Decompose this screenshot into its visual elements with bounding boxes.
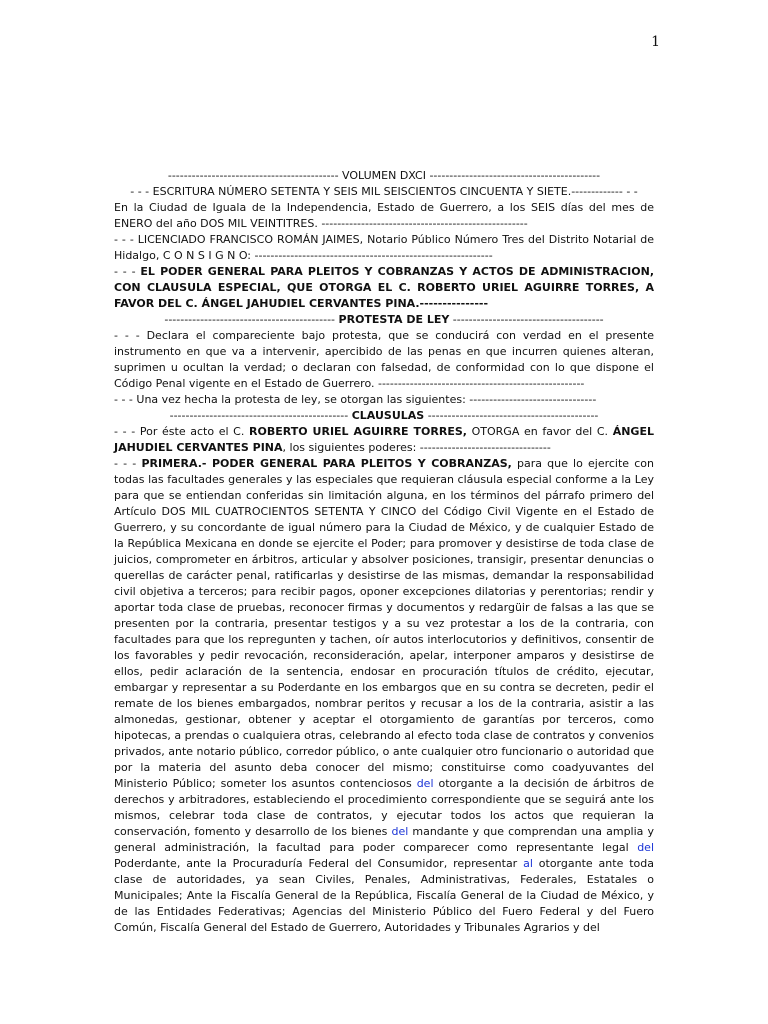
highlight-del-2: del — [391, 825, 409, 838]
power-title: EL PODER GENERAL PARA PLEITOS Y COBRANZAS Y ACTOS DE ADMINISTRACION, CON CLAUSULA ESPECIAL, QUE OTORGA EL C. ROBERTO URIEL AGUIRRE TORRES, A FAVOR DEL C. ÁNGEL JAHUDIEL CERVANTES PINA.--------------- — [114, 265, 654, 310]
first-clause-paragraph — [114, 456, 654, 936]
grant-text-2: OTORGA en favor del C. — [466, 425, 613, 438]
dash-left: --------------------------------------------- — [169, 409, 352, 422]
clause-text-5: otorgante ante toda clase de autoridades, ya sean Civiles, Penales, Administrativas, Federales, Estatales o Municipales; Ante la Fiscalía General de la República, Fiscalía General de la Ciudad de México, y de las Entidades Federativas; Agencias del Ministerio Público del Fuero Federal y del Fuero Común, Fiscalía General del Estado de Guerrero, Autoridades y Tribunales Agrarios y del — [114, 857, 654, 934]
clause-text-4: Poderdante, ante la Procuraduría Federal del Consumidor, representar — [114, 857, 524, 870]
clausulas-title: CLAUSULAS — [351, 409, 425, 422]
first-clause-title: PRIMERA.- PODER GENERAL PARA PLEITOS Y COBRANZAS, — [141, 457, 512, 470]
dash-prefix: - - - — [114, 265, 141, 278]
grantee-name: ÁNGEL JAHUDIEL CERVANTES PINA — [114, 425, 654, 454]
highlight-del-3: del — [637, 841, 654, 854]
protesta-title: PROTESTA DE LEY — [338, 313, 450, 326]
power-title-paragraph — [114, 264, 654, 312]
dash-right: ------------------------------------------- — [424, 409, 599, 422]
clause-text-2: otorgante a la decisión de árbitros de derechos y arbitradores, estableciendo el procedimiento correspondiente que se seguirá ante los mismos, celebrar toda clase de contratos, y ejecutar todos los actos que requieran la conservación, fomento y desarrollo de los bienes — [114, 777, 655, 838]
grant-text-1: - - - Por éste acto el C. — [114, 425, 250, 438]
page-number: 1 — [651, 34, 660, 50]
dash-prefix: - - - — [114, 457, 142, 470]
notary-paragraph: - - - LICENCIADO FRANCISCO ROMÁN JAIMES, Notario Público Número Tres del Distrito Notarial de Hidalgo, C O N S I G N O: ------------------------------------------------------------ — [114, 233, 654, 262]
grant-paragraph — [114, 424, 654, 456]
deed-document — [114, 168, 654, 936]
volume-heading: ------------------------------------------- VOLUMEN DXCI ------------------------------------------- — [167, 169, 601, 182]
clausulas-heading — [114, 408, 654, 424]
dash-right: -------------------------------------- — [449, 313, 604, 326]
clause-text-3: mandante y que comprendan una amplia y general administración, la facultad para poder comparecer como representante legal — [114, 825, 655, 854]
protesta-heading — [114, 312, 654, 328]
place-date-paragraph: En la Ciudad de Iguala de la Independencia, Estado de Guerrero, a los SEIS días del mes de ENERO del año DOS MIL VEINTITRES. ---------------------------------------------------- — [114, 201, 654, 230]
grantor-name: ROBERTO URIEL AGUIRRE TORRES, — [249, 425, 467, 438]
protest-done-paragraph: - - - Una vez hecha la protesta de ley, se otorgan las siguientes: -------------------------------- — [114, 393, 597, 406]
clause-text-1: para que lo ejercite con todas las facultades generales y las especiales que requieran cláusula especial conforme a la Ley para que se entiendan conferidas sin limitación alguna, en los términos del párrafo primero del Artículo DOS MIL CUATROCIENTOS SETENTA Y CINCO del Código Civil Vigente en el Estado de Guerrero, y su concordante de igual número para la Ciudad de México, y de cualquier Estado de la República Mexicana en donde se ejercite el Poder; para promover y desistirse de toda clase de juicios, comprometer en árbitros, articular y absolver posiciones, transigir, presentar denuncias o querellas de carácter penal, ratificarlas y desistirse de las mismas, demandar la responsabilidad civil objetiva a terceros; para recibir pagos, oponer excepciones dilatorias y perentorias; rendir y aportar toda clase de pruebas, reconocer firmas y documentos y redargüir de falsas a las que se presenten por la contraria, presentar testigos y a su vez protestar a los de la contraria, con facultades para que los repregunten y tachen, oír autos interlocutorios y definitivos, consentir de los favorables y pedir revocación, reconsideración, apelar, interponer amparos y desistirse de ellos, pedir aclaración de la sentencia, endosar en procuración títulos de crédito, ejecutar, embargar y representar a su Poderdante en los embargos que en su contra se decreten, pedir el remate de los bienes embargados, nombrar peritos y recusar a los de la contraria, asistir a las almonedas, gestionar, obtener y aceptar el otorgamiento de garantías por terceros, como hipotecas, a prendas o cualquiera otras, celebrando al efecto toda clase de contratos y convenios privados, ante notario público, corredor público, o ante cualquier otro funcionario o autoridad que por la materia del asunto deba conocer del mismo; constituirse como coadyuvantes del Ministerio Público; someter los asuntos contenciosos — [114, 457, 654, 790]
highlight-al: al — [523, 857, 533, 870]
highlight-del-1: del — [416, 777, 434, 790]
grant-text-3: , los siguientes poderes: --------------------------------- — [282, 441, 551, 454]
escritura-heading: - - - ESCRITURA NÚMERO SETENTA Y SEIS MIL SEISCIENTOS CINCUENTA Y SIETE.------------- - - — [130, 185, 638, 198]
dash-left: ------------------------------------------- — [164, 313, 339, 326]
declaration-paragraph: - - - Declara el compareciente bajo protesta, que se conducirá con verdad en el presente instrumento en que va a intervenir, apercibido de las penas en que incurren quienes alteran, suprimen u ocultan la verdad; o declaran con falsedad, de conformidad con lo que dispone el Código Penal vigente en el Estado de Guerrero. ---------------------------------------------------- — [114, 329, 654, 390]
